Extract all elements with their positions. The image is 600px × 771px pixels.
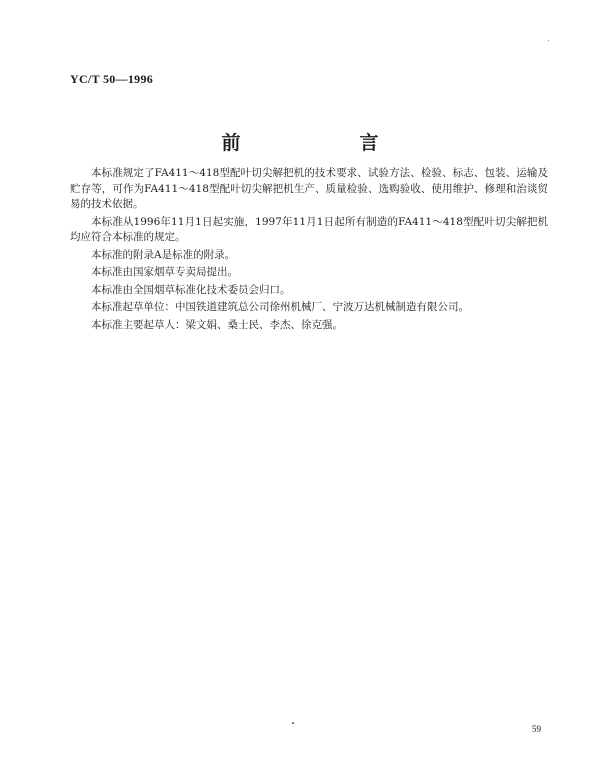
page-number: 59	[532, 724, 541, 734]
paragraph-drafters: 本标准主要起草人：梁文娟、桑士民、李杰、徐克强。	[91, 318, 343, 331]
body-text	[70, 166, 548, 335]
paragraph-drafting-units: 本标准起草单位：中国铁道建筑总公司徐州机械厂、宁波万达机械制造有限公司。	[91, 301, 469, 313]
paragraph-effective-date: 本标准从1996年11月1日起实施，1997年11月1日起所有制造的FA411～418型配叶切尖解把机均应符合本标准的规定。	[70, 215, 548, 243]
page-title: 前 言	[221, 132, 429, 154]
standard-code: YC/T 50—1996	[70, 72, 154, 86]
scan-speck	[548, 40, 549, 41]
paragraph-proposer: 本标准由国家烟草专卖局提出。	[91, 266, 238, 278]
scan-speck	[292, 722, 294, 724]
paragraph-appendix: 本标准的附录A是标准的附录。	[91, 248, 236, 261]
paragraph-administrator: 本标准由全国烟草标准化技术委员会归口。	[91, 283, 291, 296]
paragraph-scope: 本标准规定了FA411～418型配叶切尖解把机的技术要求、试验方法、检验、标志、包装、运输及贮存等，可作为FA411～418型配叶切尖解把机生产、质量检验、选购验收、使用维护、修理和治谈贸易的技术依据。	[70, 167, 548, 210]
